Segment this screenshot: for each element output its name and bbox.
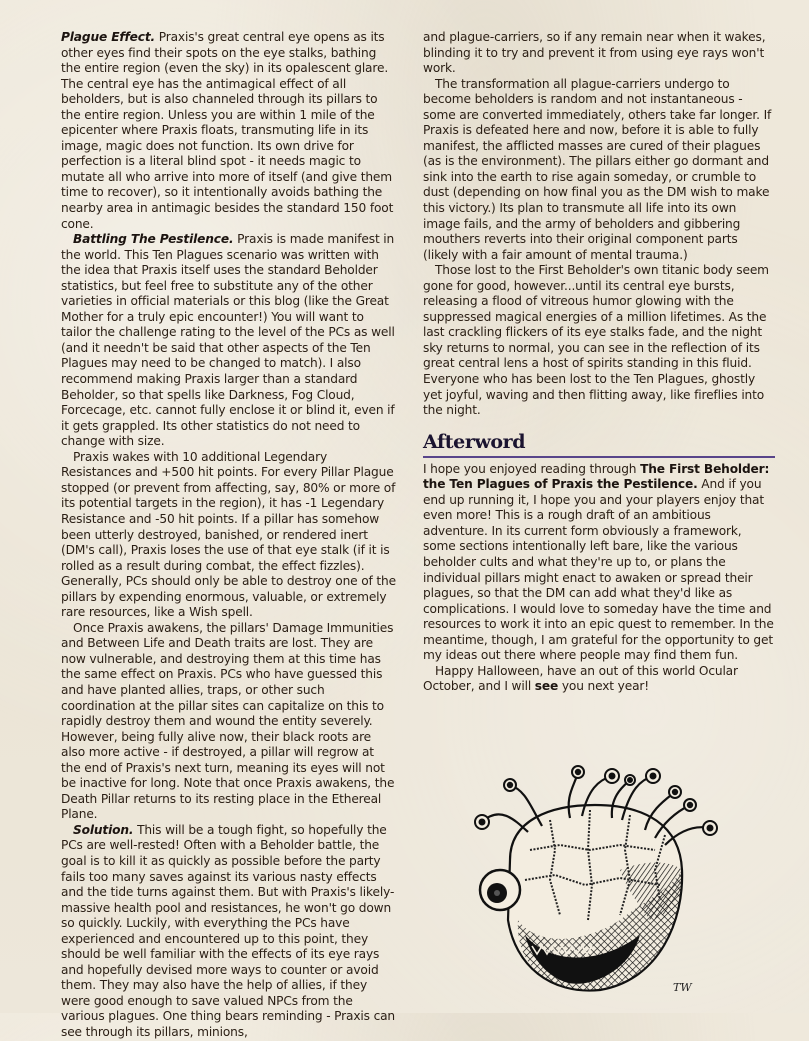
paragraph-continuation: and plague-carriers, so if any remain near when it wakes, blinding it to try and prevent it from using eye rays won't work. (423, 30, 766, 76)
afterword-2-after: you next year! (558, 679, 649, 694)
paragraph-transformation: The transformation all plague-carriers undergo to become beholders is random and not instantaneous - some are converted immediately, others take far longer. If Praxis is defeated here and now, before it is able to fully manifest, the afflicted masses are cured of their plagues (as is the environment). The pillars either go dormant and sink into the earth to rise again someday, or crumble to dust (depending on how final you as the DM wish to make this victory.) Its plan to transmute all life into its own image fails, and the army of beholders and gibbering mouthers reverts into their original component parts (likely with a fair amount of mental trauma.) (423, 76, 772, 262)
body-battling: Praxis is made manifest in the world. This Ten Plagues scenario was written with the idea that Praxis itself uses the standard Beholder statistics, but feel free to substitute any of the other varieties in official materials or this blog (like the Great Mother for a truly epic encounter!) You will want to tailor the challenge rating to the level of the PCs as well (and it needn't be said that other aspects of the Ten Plagues may need to be changed to match). I also recommend making Praxis larger than a standard Beholder, so that spells like Darkness, Fog Cloud, Forcecage, etc. cannot fully enclose it or blind it, even if it gets grappled. Its other statistics do not need to change with size. (61, 232, 395, 449)
paragraph-praxis-wakes: Praxis wakes with 10 additional Legendary Resistances and +500 hit points. For every Pillar Plague stopped (or prevent from affecting, say, 80% or more of its potential targets in the region), it has -1 Legendary Resistance and -50 hit points. If a pillar has somehow been utterly destroyed, banished, or rendered inert (DM's call), Praxis loses the use of that eye stalk (if it is rolled as a result during combat, the effect fizzles). Generally, PCs should only be able to destroy one of the pillars by expending enormous, valuable, or extremely rare resources, like a Wish spell. (61, 449, 396, 620)
central-eye (480, 870, 520, 910)
beholder-body (508, 805, 682, 991)
paragraph-battling (61, 232, 397, 450)
lead-solution: Solution. (73, 822, 134, 837)
beholder-illustration (470, 750, 720, 1005)
afterword-1-before: I hope you enjoyed reading through (423, 461, 641, 476)
paragraph-plague-effect (61, 30, 397, 232)
paragraph-praxis-awakens: Once Praxis awakens, the pillars' Damage Immunities and Between Life and Death traits are lost. They are now vulnerable, and destroying them at this time has the same effect on Praxis. PCs who have guessed this and have planted allies, traps, or other such coordination at the pillar sites can capitalize on this to rapidly destroy them and wound the entity severely. However, being fully alive now, their black roots are also more active - if destroyed, a pillar will regrow at the end of Praxis's next turn, meaning its eyes will not be inactive for long. Note that once Praxis awakens, the Death Pillar returns to its resting place in the Ethereal Plane. (61, 620, 395, 822)
paragraph-those-lost: Those lost to the First Beholder's own titanic body seem gone for good, however...until its central eye bursts, releasing a flood of vitreous humor glowing with the suppressed magical energies of a million lifetimes. As the last crackling flickers of its eye stalks fade, and the night sky returns to normal, you can see in the reflection of its great central lens a host of spirits standing in this fluid. Everyone who has been lost to the Ten Plagues, ghostly yet joyful, waving and then flitting away, like fireflies into the night. (423, 263, 769, 418)
afterword-heading: Afterword (423, 431, 775, 458)
paragraph-solution (61, 823, 397, 1041)
afterword-title-bold: The First Beholder: the Ten Plagues of Praxis the Pestilence. (423, 461, 770, 492)
right-column (423, 30, 775, 695)
paragraph-afterword-2 (423, 664, 775, 695)
lead-plague-effect: Plague Effect. (61, 30, 156, 44)
body-solution: This will be a tough fight, so hopefully the PCs are well-rested! Often with a Beholder battle, the goal is to kill it as quickly as possible before the party fails too many saves against its various nasty effects and the tide turns against them. But with Praxis's likely-massive health pool and resistances, he won't go down so quickly. Luckily, with everything the PCs have experienced and encountered up to this point, they should be well familiar with the effects of its eye rays and hopefully devised more ways to counter or avoid them. They may also have the help of allies, if they were good enough to save valued NPCs from the various plagues. One thing bears reminding - Praxis can see through its pillars, minions, (61, 822, 396, 1039)
left-column (61, 30, 397, 1041)
paragraph-afterword-1 (423, 462, 775, 664)
artist-signature: TW (673, 981, 692, 994)
afterword-1-after: And if you end up running it, I hope you and your players enjoy that even more! This is a rough draft of an ambitious adventure. In its current form obviously a framework, some sections intentionally left bare, like the various beholder cults and what they're up to, or plans the individual pillars might enact to awaken or spread their plagues, so that the DM can add what they'd like as complications. I would love to someday have the time and resources to work it into an epic quest to remember. In the meantime, though, I am grateful for the opportunity to get my ideas out there where people may find them fun. (423, 477, 774, 663)
afterword-2-before: Happy Halloween, have an out of this world Ocular October, and I will (423, 663, 738, 694)
afterword-see-bold: see (534, 679, 559, 694)
lead-battling: Battling The Pestilence. (73, 232, 234, 247)
body-plague-effect: Praxis's great central eye opens as its other eyes find their spots on the eye stalks, bathing the entire region (even the sky) in its opalescent glare. The central eye has the antimagical effect of all beholders, but is also channeled through its pillars to the entire region. Unless you are within 1 mile of the epicenter where Praxis floats, transmuting life in its image, magic does not function. Its own drive for perfection is a literal blind spot - it needs magic to mutate all who arrive into more of itself (and give them time to recover), so it intentionally avoids bathing the nearby area in antimagic besides the standard 150 foot cone. (61, 30, 394, 231)
